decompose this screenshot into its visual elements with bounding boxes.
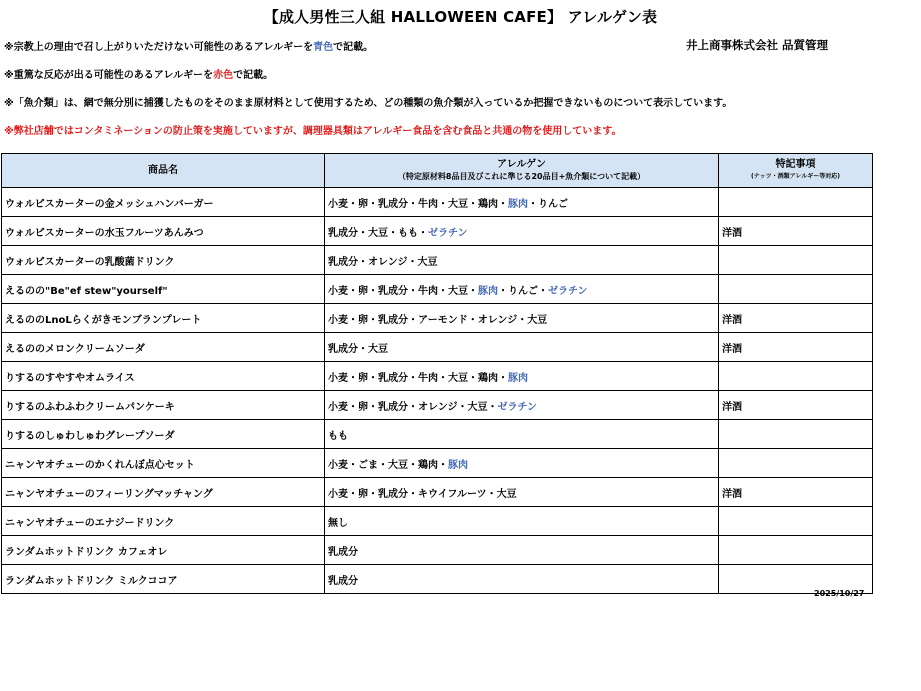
product-name-cell: ウォルピスカーターの水玉フルーツあんみつ — [2, 217, 325, 246]
table-row — [2, 478, 873, 507]
allergen-cell — [325, 275, 719, 304]
special-note-cell — [719, 420, 873, 449]
header-allergen-sublabel: （特定原材料8品目及びこれに準じる20品目+魚介類について記載） — [397, 171, 646, 181]
table-row — [2, 420, 873, 449]
special-note-cell — [719, 449, 873, 478]
allergen-cell — [325, 420, 719, 449]
special-note-cell — [719, 275, 873, 304]
header-allergen — [325, 154, 719, 188]
header-special-sublabel: (ナッツ・酒類アレルギー等対応) — [751, 172, 840, 180]
table-row — [2, 362, 873, 391]
allergen-cell — [325, 304, 719, 333]
special-note-cell — [719, 536, 873, 565]
note-severe-suffix: で記載。 — [233, 70, 274, 81]
note-religious-text: ※宗教上の理由で召し上がりいただけない可能性のあるアレルギーを — [4, 42, 314, 53]
allergen-cell — [325, 246, 719, 275]
company-name: 井上商事株式会社 品質管理 — [686, 38, 829, 52]
header-product-label: 商品名 — [148, 164, 178, 176]
special-note-cell — [719, 246, 873, 275]
note-religious-suffix: で記載。 — [333, 42, 374, 53]
product-name-cell: ニャンヤオチューのかくれんぼ点心セット — [2, 449, 325, 478]
special-note-cell — [719, 188, 873, 217]
allergen-text: ・りんご・ — [498, 285, 548, 297]
table-row — [2, 333, 873, 362]
table-header-row — [2, 154, 873, 188]
product-name-cell: りするのすやすやオムライス — [2, 362, 325, 391]
allergen-text: ・りんご — [528, 198, 568, 210]
table-row — [2, 217, 873, 246]
allergen-cell — [325, 188, 719, 217]
page-title: 【成人男性三人組 HALLOWEEN CAFE】 アレルゲン表 — [263, 8, 658, 26]
table-row — [2, 449, 873, 478]
special-note-cell: 洋酒 — [719, 304, 873, 333]
allergen-religious: ゼラチン — [548, 285, 588, 297]
header-special — [719, 154, 873, 188]
table-row — [2, 507, 873, 536]
table-row — [2, 536, 873, 565]
special-note-cell: 洋酒 — [719, 391, 873, 420]
allergen-text: 小麦・卵・乳成分・キウイフルーツ・大豆 — [328, 488, 517, 500]
product-name-cell: えるのの"Be"ef stew"yourself" — [2, 275, 325, 304]
allergen-text: 乳成分・大豆 — [328, 343, 388, 355]
table-row — [2, 565, 873, 594]
allergen-text: 小麦・卵・乳成分・牛肉・大豆・鶏肉・ — [328, 198, 508, 210]
allergen-text: 乳成分・オレンジ・大豆 — [328, 256, 438, 268]
product-name-cell: ランダムホットドリンク カフェオレ — [2, 536, 325, 565]
allergen-cell — [325, 391, 719, 420]
product-name-cell: えるののLnoLらくがきモンブランプレート — [2, 304, 325, 333]
allergen-cell — [325, 507, 719, 536]
special-note-cell — [719, 362, 873, 391]
allergen-cell — [325, 217, 719, 246]
note-religious — [4, 38, 373, 53]
allergen-text: もも — [328, 430, 348, 442]
product-name-cell: ランダムホットドリンク ミルクココア — [2, 565, 325, 594]
product-name-cell: りするのふわふわクリームパンケーキ — [2, 391, 325, 420]
product-name-cell: えるののメロンクリームソーダ — [2, 333, 325, 362]
allergen-cell — [325, 362, 719, 391]
header-allergen-label: アレルゲン — [497, 158, 546, 170]
product-name-cell: ウォルピスカーターの乳酸菌ドリンク — [2, 246, 325, 275]
allergen-text: 小麦・卵・乳成分・牛肉・大豆・鶏肉・ — [328, 372, 508, 384]
special-note-cell: 洋酒 — [719, 478, 873, 507]
table-row — [2, 275, 873, 304]
note-severe — [4, 66, 273, 81]
special-note-cell — [719, 507, 873, 536]
allergen-text: 小麦・卵・乳成分・牛肉・大豆・ — [328, 285, 478, 297]
note-severe-color: 赤色 — [213, 70, 234, 81]
allergen-religious: 豚肉 — [448, 459, 468, 471]
date-label: 2025/10/27 — [814, 589, 865, 598]
special-note-cell: 洋酒 — [719, 333, 873, 362]
allergen-cell — [325, 333, 719, 362]
note-severe-text: ※重篤な反応が出る可能性のあるアレルギーを — [4, 70, 214, 81]
allergen-text: 無し — [328, 517, 348, 529]
header-special-label: 特記事項 — [775, 158, 816, 170]
allergen-text: 小麦・卵・乳成分・アーモンド・オレンジ・大豆 — [328, 314, 548, 326]
allergen-cell — [325, 478, 719, 507]
allergen-religious: 豚肉 — [508, 198, 528, 210]
allergen-table — [1, 153, 873, 594]
product-name-cell: ニャンヤオチューのエナジードリンク — [2, 507, 325, 536]
allergen-cell — [325, 449, 719, 478]
note-contamination: ※弊社店舗ではコンタミネーションの防止策を実施していますが、調理器具類はアレルギー食品を含む食品と共通の物を使用しています。 — [4, 126, 622, 137]
allergen-text: 小麦・ごま・大豆・鶏肉・ — [328, 459, 448, 471]
allergen-text: 乳成分・大豆・もも・ — [328, 227, 428, 239]
allergen-text: 乳成分 — [328, 575, 358, 587]
table-row — [2, 391, 873, 420]
allergen-text: 乳成分 — [328, 546, 358, 558]
allergen-religious: ゼラチン — [428, 227, 468, 239]
table-row — [2, 304, 873, 333]
product-name-cell: ウォルピスカーターの金メッシュハンバーガー — [2, 188, 325, 217]
table-row — [2, 188, 873, 217]
allergen-cell — [325, 565, 719, 594]
allergen-religious: 豚肉 — [508, 372, 528, 384]
allergen-cell — [325, 536, 719, 565]
note-religious-color: 青色 — [313, 42, 334, 53]
product-name-cell: りするのしゅわしゅわグレープソーダ — [2, 420, 325, 449]
allergen-text: 小麦・卵・乳成分・オレンジ・大豆・ — [328, 401, 498, 413]
note-seafood: ※「魚介類」は、網で無分別に捕獲したものをそのまま原材料として使用するため、どの種類の魚介類が入っているか把握できないものについて表示しています。 — [4, 98, 733, 109]
allergen-religious: 豚肉 — [478, 285, 498, 297]
header-product — [2, 154, 325, 188]
table-row — [2, 246, 873, 275]
special-note-cell: 洋酒 — [719, 217, 873, 246]
product-name-cell: ニャンヤオチューのフィーリングマッチャング — [2, 478, 325, 507]
allergen-religious: ゼラチン — [497, 401, 537, 413]
